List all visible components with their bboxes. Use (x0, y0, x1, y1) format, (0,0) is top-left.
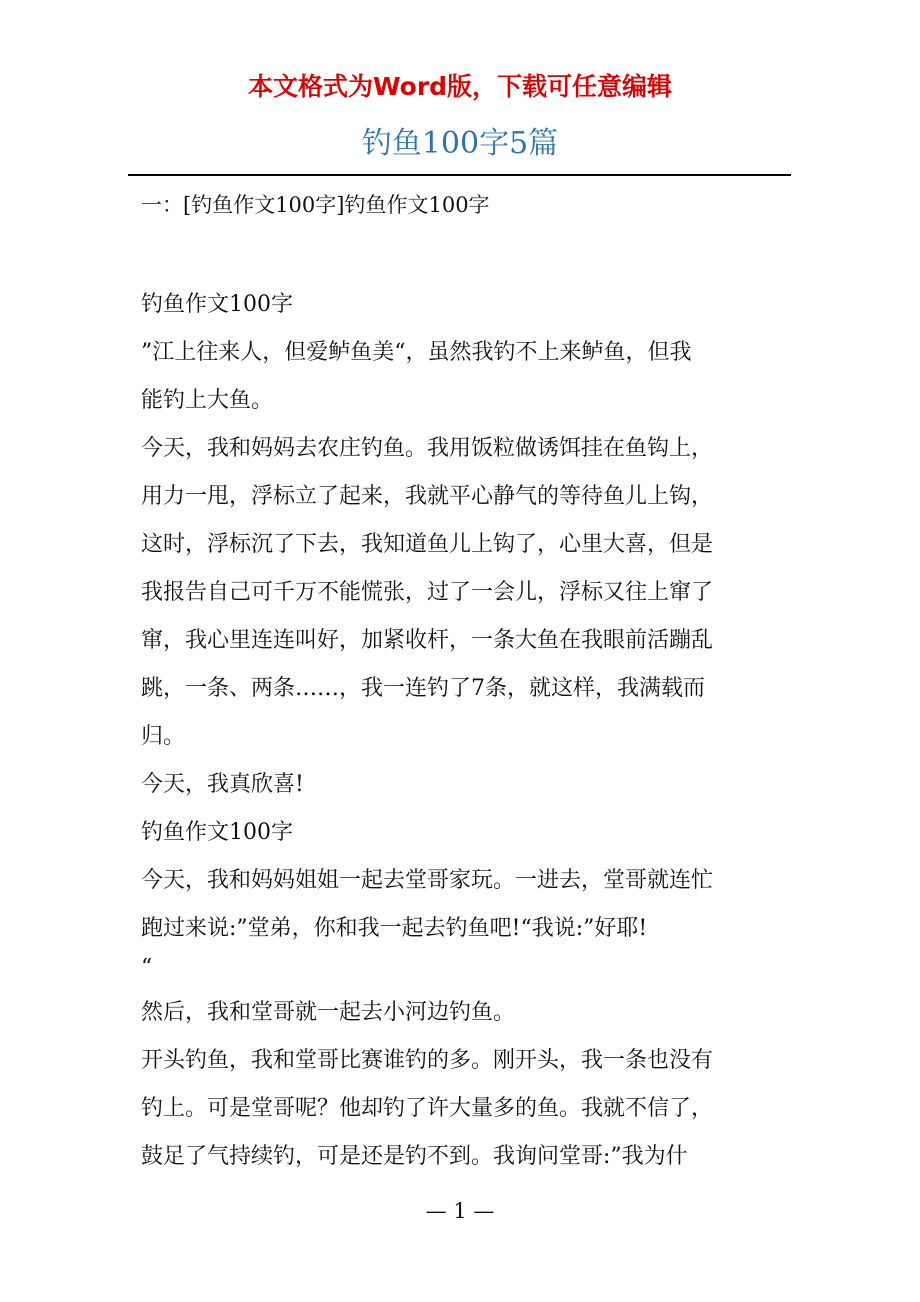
document-title: 钓鱼100字5篇 (361, 126, 559, 161)
body-line: 窜，我心里连连叫好，加紧收杆，一条大鱼在我眼前活蹦乱 (141, 628, 714, 653)
body-line: 开头钓鱼，我和堂哥比赛谁钓的多。刚开头，我一条也没有 (141, 1048, 714, 1073)
body-line: 钓上。可是堂哥呢？他却钓了许大量多的鱼。我就不信了， (141, 1096, 714, 1121)
body-line: 今天，我真欣喜! (141, 772, 304, 797)
page-number: — 1 — (425, 1199, 495, 1223)
body-line: 跳，一条、两条……，我一连钓了7条，就这样，我满载而 (141, 676, 705, 701)
body-line: ”江上往来人，但爱鲈鱼美“，虽然我钓不上来鲈鱼，但我 (141, 340, 692, 365)
body-line: 这时，浮标沉了下去，我知道鱼儿上钩了，心里大喜，但是 (141, 532, 714, 557)
body-line: 能钓上大鱼。 (141, 388, 274, 413)
body-line: 鼓足了气持续钓，可是还是钓不到。我询问堂哥:”我为什 (141, 1144, 688, 1169)
body-line: 钓鱼作文100字 (141, 820, 293, 845)
document-body (141, 281, 801, 1181)
body-line: 跑过来说:”堂弟，你和我一起去钓鱼吧!“我说:”好耶! (141, 916, 648, 941)
title-divider (128, 174, 791, 176)
body-line: “ (141, 955, 153, 980)
body-line: 钓鱼作文100字 (141, 292, 293, 317)
body-line: 用力一甩，浮标立了起来，我就平心静气的等待鱼儿上钩， (141, 484, 714, 509)
body-line: 我报告自己可千万不能慌张，过了一会儿，浮标又往上窜了 (141, 580, 714, 605)
body-line: 今天，我和妈妈姐姐一起去堂哥家玩。一进去，堂哥就连忙 (141, 868, 714, 893)
format-notice: 本文格式为Word版，下载可任意编辑 (247, 72, 673, 101)
section-heading: 一：[钓鱼作文100字]钓鱼作文100字 (141, 193, 490, 217)
body-line: 归。 (141, 724, 186, 749)
body-line: 今天，我和妈妈去农庄钓鱼。我用饭粒做诱饵挂在鱼钩上， (141, 436, 714, 461)
body-line: 然后，我和堂哥就一起去小河边钓鱼。 (141, 1000, 516, 1025)
